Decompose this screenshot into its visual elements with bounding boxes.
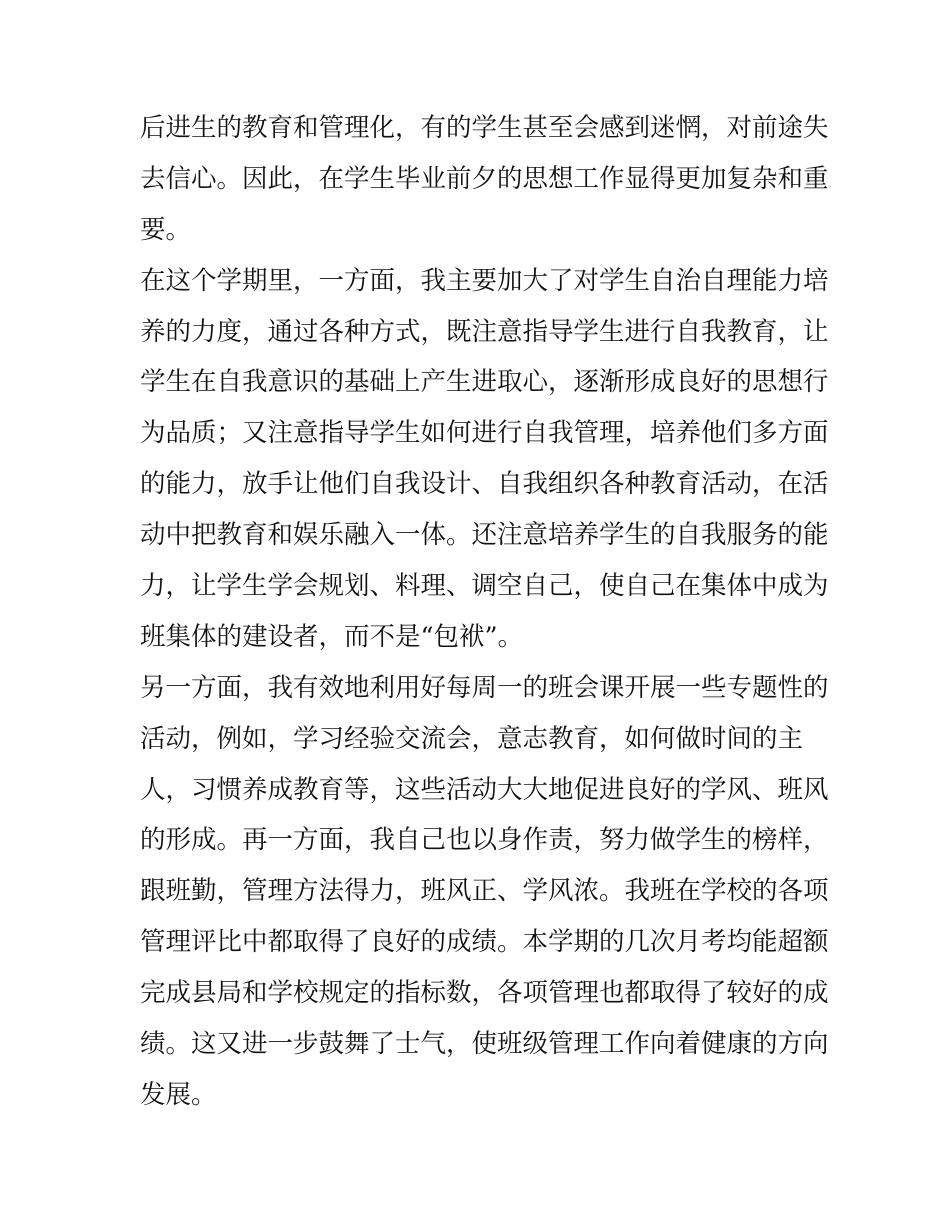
text-line: 养的力度，通过各种方式，既注意指导学生进行自我教育，让 [140,316,829,347]
text-line: 绩。这又进一步鼓舞了士气，使班级管理工作向着健康的方向 [140,1029,829,1060]
text-line: 完成县局和学校规定的指标数，各项管理也都取得了较好的成 [140,978,829,1009]
text-line: 发展。 [140,1079,217,1110]
text-line: 的形成。再一方面，我自己也以身作责，努力做学生的榜样， [140,825,829,856]
text-line: 班集体的建设者，而不是“包袱”。 [140,621,524,652]
text-line: 要。 [140,214,192,245]
text-line: 力，让学生学会规划、料理、调空自己，使自己在集体中成为 [140,571,829,602]
text-line: 动中把教育和娱乐融入一体。还注意培养学生的自我服务的能 [140,520,829,551]
text-line: 活动，例如，学习经验交流会，意志教育，如何做时间的主 [140,723,804,754]
text-line: 跟班勤，管理方法得力，班风正、学风浓。我班在学校的各项 [140,876,829,907]
text-line: 的能力，放手让他们自我设计、自我组织各种教育活动，在活 [140,469,829,500]
body-text [140,103,829,1121]
text-line: 在这个学期里，一方面，我主要加大了对学生自治自理能力培 [140,265,829,296]
text-line: 学生在自我意识的基础上产生进取心，逐渐形成良好的思想行 [140,367,829,398]
text-line: 另一方面，我有效地利用好每周一的班会课开展一些专题性的 [140,672,829,703]
text-line: 后进生的教育和管理化，有的学生甚至会感到迷惘，对前途失 [140,113,829,143]
text-line: 为品质；又注意指导学生如何进行自我管理，培养他们多方面 [140,418,829,449]
text-line: 去信心。因此，在学生毕业前夕的思想工作显得更加复杂和重 [140,163,829,194]
text-line: 管理评比中都取得了良好的成绩。本学期的几次月考均能超额 [140,927,829,958]
text-line: 人，习惯养成教育等，这些活动大大地促进良好的学风、班风 [140,774,829,805]
